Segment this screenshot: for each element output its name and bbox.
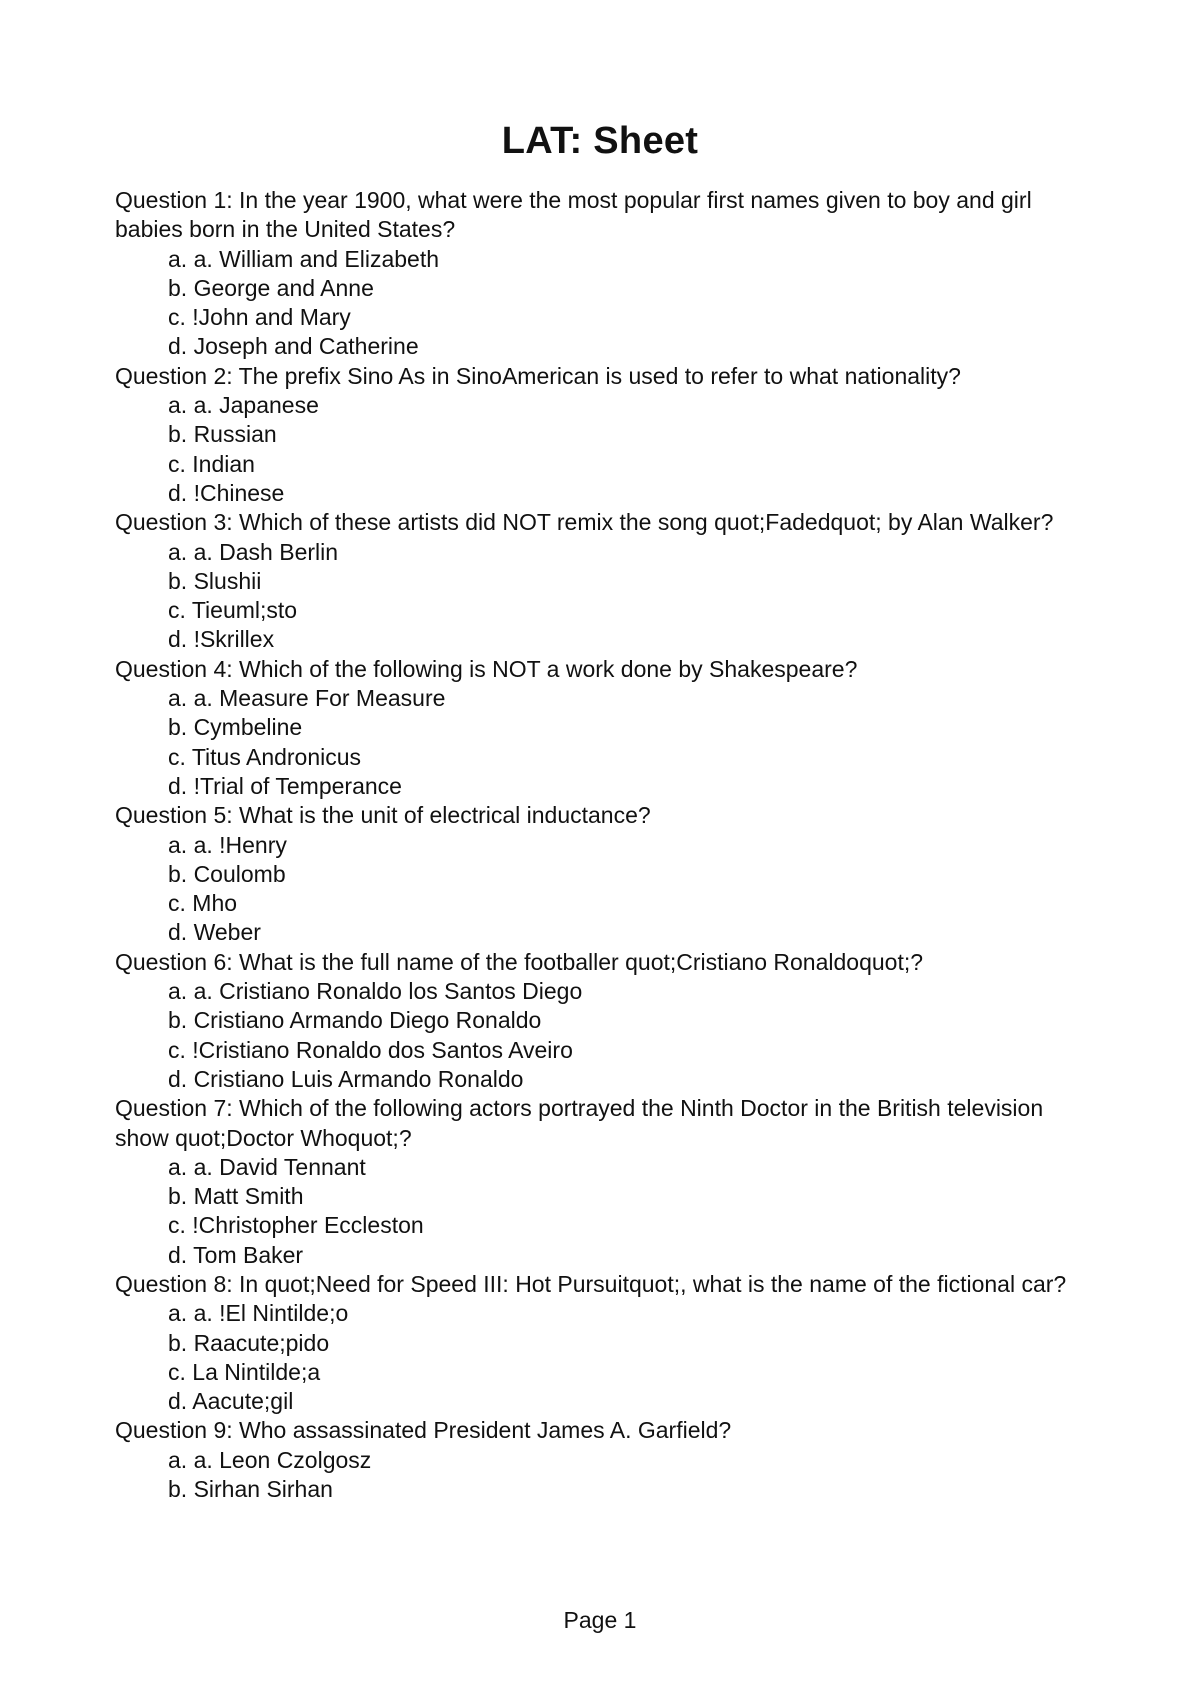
answer-options [115, 831, 1095, 948]
question-list [115, 186, 1095, 1504]
question-text: Question 9: Who assassinated President James A. Garfield? [115, 1417, 732, 1444]
answer-option: a. a. !El Nintilde;o [168, 1300, 349, 1327]
answer-option: c. !John and Mary [168, 304, 351, 331]
question-text: Question 4: Which of the following is NOT a work done by Shakespeare? [115, 655, 858, 682]
answer-option: c. Titus Andronicus [168, 743, 362, 770]
answer-options [115, 977, 1095, 1094]
answer-option: c. !Cristiano Ronaldo dos Santos Aveiro [168, 1036, 573, 1063]
answer-option: a. a. !Henry [168, 831, 287, 858]
answer-option: a. a. Leon Czolgosz [168, 1446, 372, 1473]
answer-options [115, 538, 1095, 655]
question-8 [115, 1270, 1095, 1416]
answer-option: b. Russian [168, 421, 277, 448]
answer-option: b. Sirhan Sirhan [168, 1476, 333, 1503]
answer-option: a. a. Cristiano Ronaldo los Santos Diego [168, 978, 583, 1005]
answer-option: b. Cymbeline [168, 714, 303, 741]
answer-option: a. a. William and Elizabeth [168, 245, 440, 272]
answer-options [115, 391, 1095, 508]
answer-option: c. Indian [168, 450, 255, 477]
answer-option: d. Joseph and Catherine [168, 333, 419, 360]
question-5 [115, 801, 1095, 947]
answer-options [115, 684, 1095, 801]
question-text: Question 8: In quot;Need for Speed III: Hot Pursuitquot;, what is the name of the fictional car? [115, 1270, 1067, 1297]
answer-options [115, 1446, 1095, 1505]
answer-option: b. Raacute;pido [168, 1329, 330, 1356]
question-2 [115, 362, 1095, 508]
answer-option: a. a. Japanese [168, 392, 319, 419]
answer-option: b. George and Anne [168, 274, 374, 301]
answer-options [115, 1299, 1095, 1416]
answer-option: b. Coulomb [168, 860, 286, 887]
question-text: Question 1: In the year 1900, what were the most popular first names given to boy and girl babies born in the United States? [115, 187, 1032, 243]
answer-option: a. a. Measure For Measure [168, 685, 446, 712]
answer-option: d. Tom Baker [168, 1241, 304, 1268]
answer-options [115, 245, 1095, 362]
answer-option: d. !Chinese [168, 479, 285, 506]
answer-option: a. a. David Tennant [168, 1153, 366, 1180]
question-text: Question 2: The prefix Sino As in SinoAmerican is used to refer to what nationality? [115, 362, 961, 389]
question-7 [115, 1094, 1095, 1270]
answer-option: c. Mho [168, 890, 238, 917]
answer-option: c. Tieuml;sto [168, 597, 298, 624]
question-text: Question 5: What is the unit of electrical inductance? [115, 802, 651, 829]
answer-option: d. Weber [168, 919, 261, 946]
answer-option: d. Aacute;gil [168, 1388, 294, 1415]
question-1 [115, 186, 1095, 362]
answer-option: a. a. Dash Berlin [168, 538, 339, 565]
answer-option: c. !Christopher Eccleston [168, 1212, 424, 1239]
page-number: Page 1 [563, 1607, 637, 1633]
question-text: Question 3: Which of these artists did NOT remix the song quot;Fadedquot; by Alan Walker? [115, 509, 1054, 536]
answer-option: b. Cristiano Armando Diego Ronaldo [168, 1007, 542, 1034]
answer-option: c. La Nintilde;a [168, 1358, 321, 1385]
document-title: LAT: Sheet [501, 120, 699, 162]
question-text: Question 7: Which of the following actors portrayed the Ninth Doctor in the British television show quot;Doctor Whoquot;? [115, 1095, 1044, 1151]
answer-options [115, 1153, 1095, 1270]
answer-option: b. Matt Smith [168, 1183, 304, 1210]
answer-option: d. !Trial of Temperance [168, 772, 402, 799]
question-3 [115, 508, 1095, 654]
answer-option: d. !Skrillex [168, 626, 275, 653]
question-text: Question 6: What is the full name of the footballer quot;Cristiano Ronaldoquot;? [115, 948, 924, 975]
question-4 [115, 655, 1095, 801]
question-9 [115, 1416, 1095, 1504]
answer-option: d. Cristiano Luis Armando Ronaldo [168, 1065, 524, 1092]
answer-option: b. Slushii [168, 567, 262, 594]
question-6 [115, 948, 1095, 1094]
